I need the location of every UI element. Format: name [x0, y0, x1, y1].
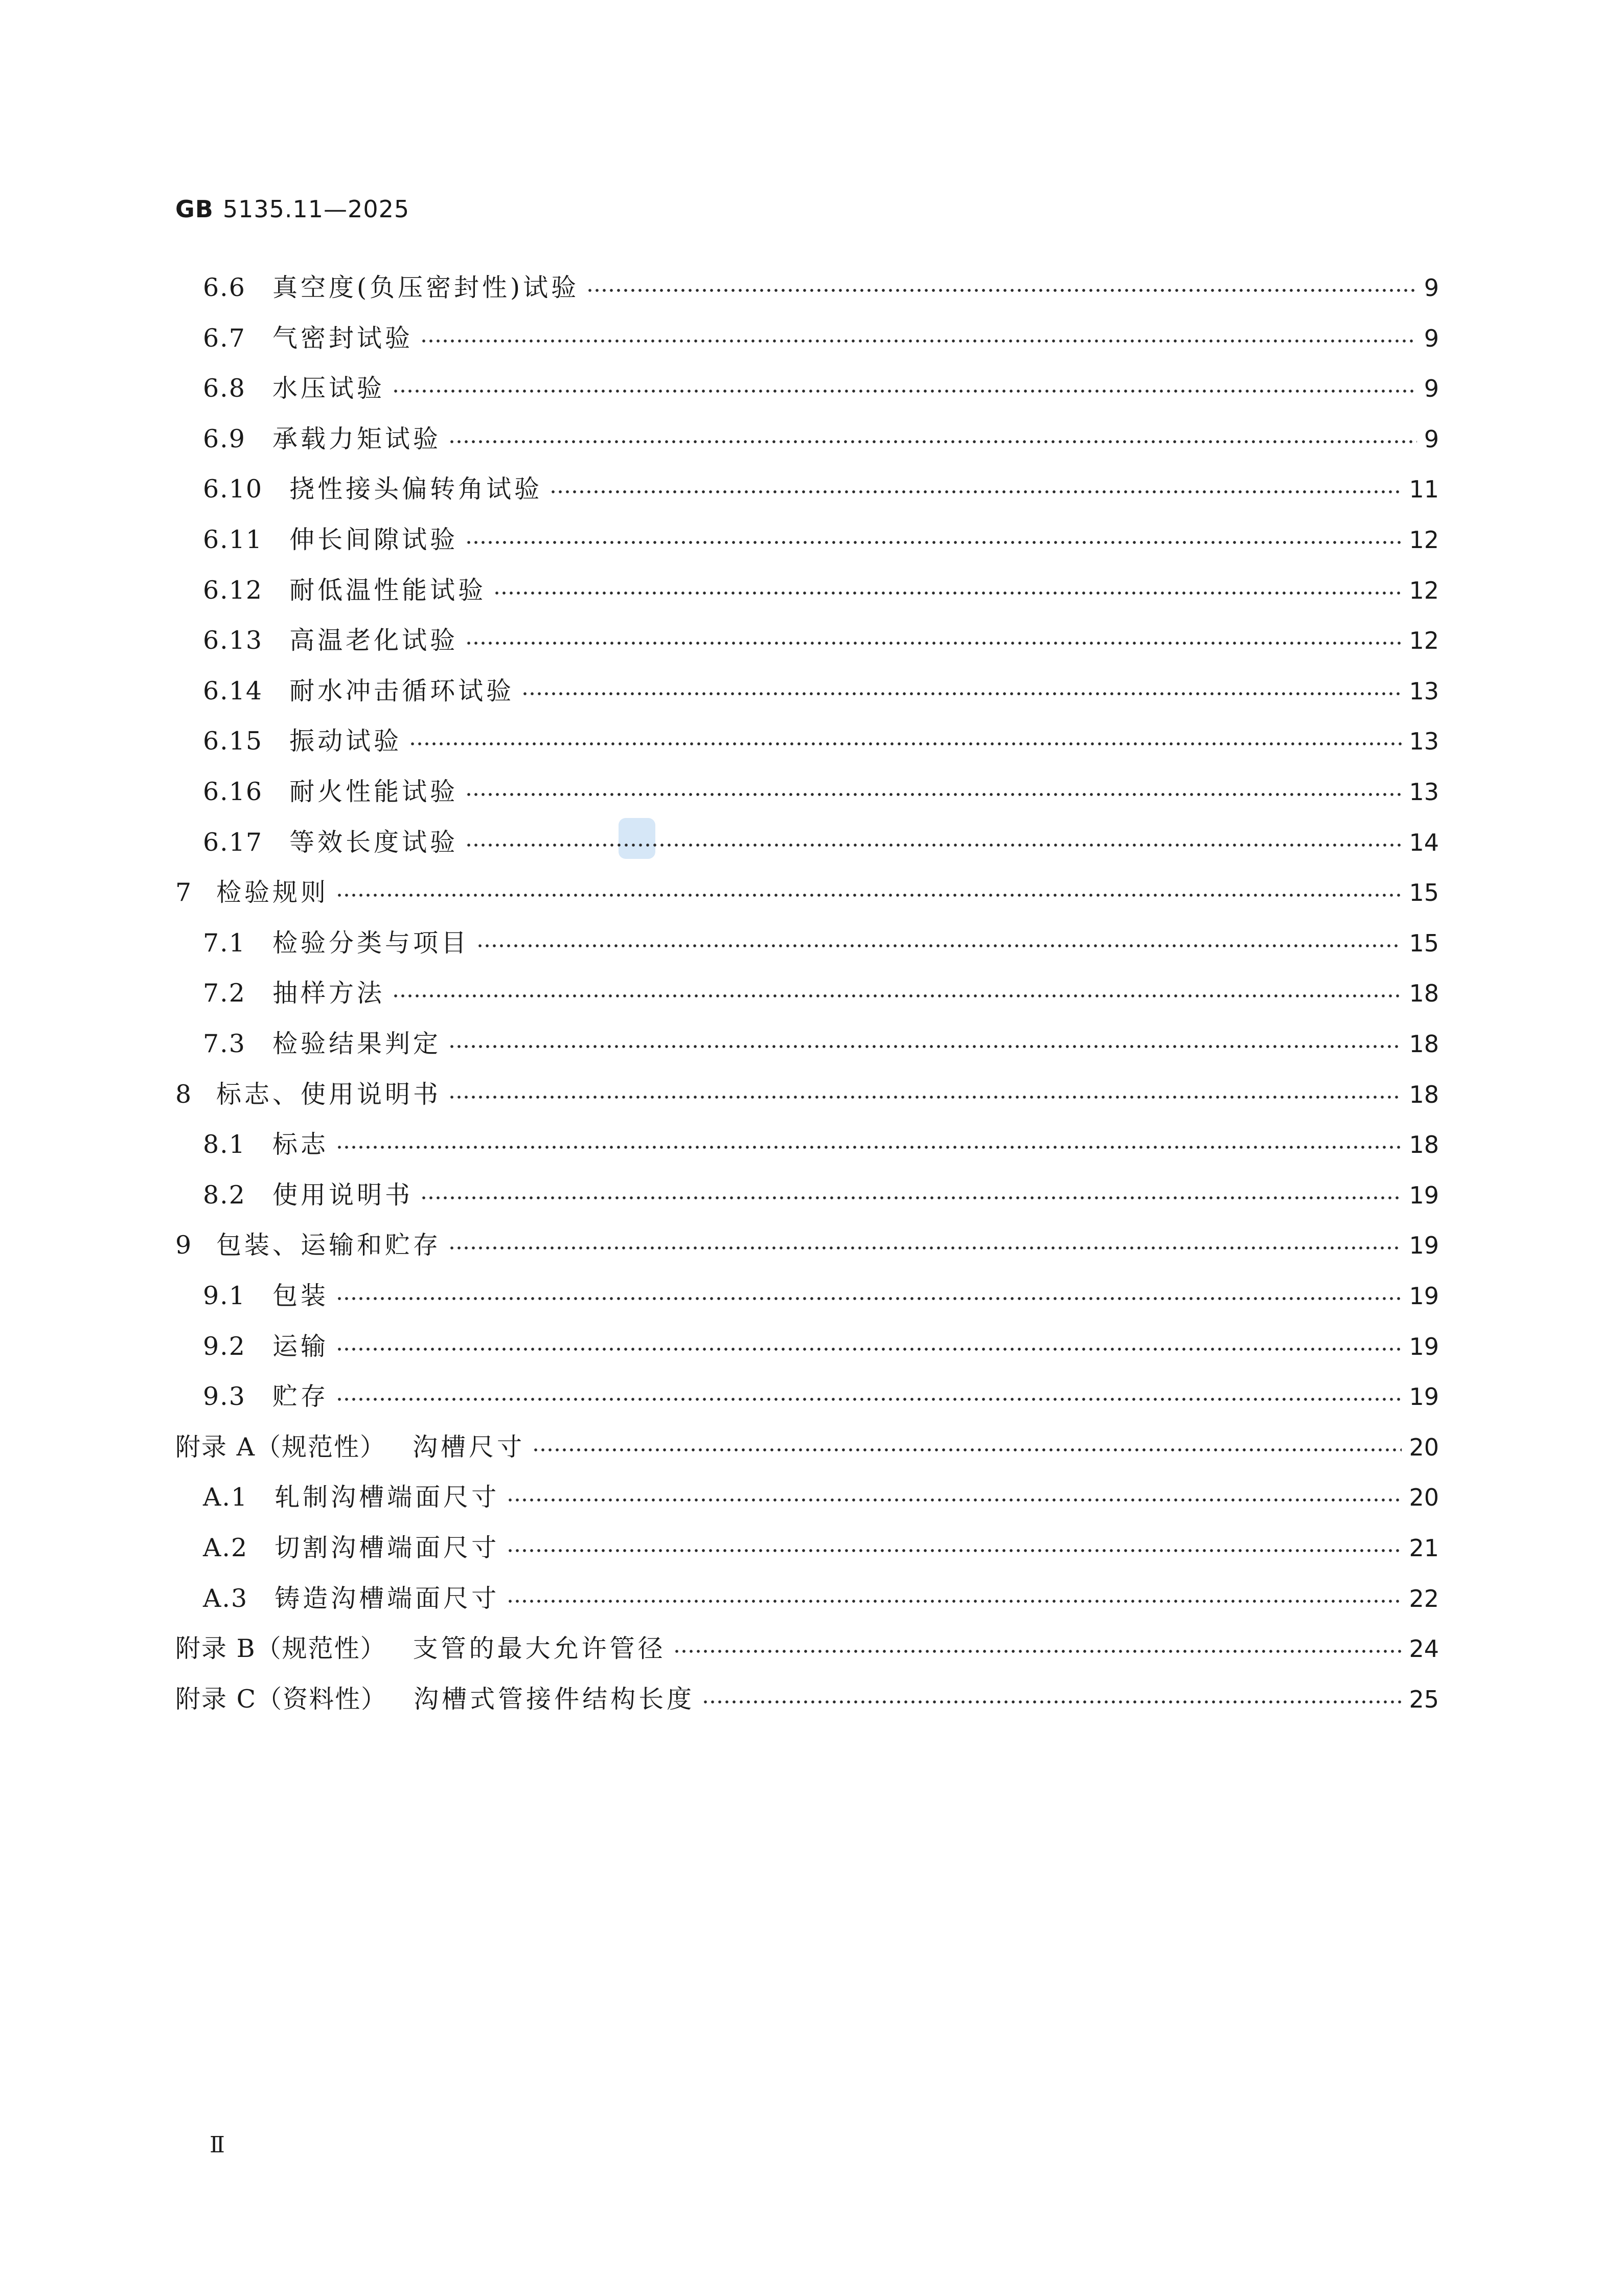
toc-entry-title: 伸长间隙试验 [289, 525, 459, 554]
toc-leader-dots [448, 1096, 1402, 1099]
toc-entry-number: 6.17 [203, 827, 263, 857]
toc-leader-dots [409, 742, 1402, 745]
toc-entry-page: 24 [1409, 1635, 1439, 1663]
toc-entry[interactable] [203, 522, 1439, 558]
toc-leader-dots [336, 1146, 1402, 1149]
toc-leader-dots [465, 793, 1402, 796]
toc-entry-page: 13 [1409, 728, 1439, 756]
toc-entry-page: 15 [1409, 929, 1439, 957]
toc-entry-number: 6.15 [203, 726, 263, 756]
toc-entry-number: 6.12 [203, 575, 263, 605]
toc-entry-page: 9 [1424, 274, 1439, 302]
toc-entry-title: 抽样方法 [272, 979, 385, 1008]
toc-leader-dots [336, 1297, 1402, 1300]
toc-entry-title: 高温老化试验 [289, 626, 459, 655]
toc-entry-page: 12 [1409, 627, 1439, 655]
toc-entry-number: 附录 A（规范性） [175, 1432, 386, 1462]
toc-entry[interactable] [175, 1077, 1439, 1112]
toc-leader-dots [448, 1246, 1402, 1249]
toc-entry-number: A.3 [203, 1583, 248, 1613]
toc-entry[interactable] [203, 825, 1439, 860]
toc-entry[interactable] [203, 623, 1439, 658]
toc-entry-number: 6.11 [203, 525, 263, 554]
toc-entry-number: 附录 C（资料性） [175, 1684, 387, 1714]
toc-entry-page: 9 [1424, 425, 1439, 453]
toc-entry-title: 包装、运输和贮存 [216, 1231, 442, 1260]
toc-entry-title: 挠性接头偏转角试验 [289, 474, 543, 504]
toc-entry-title: 承载力矩试验 [272, 424, 441, 453]
toc-entry-number: 9.1 [203, 1281, 246, 1310]
toc-entry[interactable] [203, 1278, 1439, 1314]
toc-leader-dots [507, 1600, 1402, 1603]
toc-entry-page: 14 [1409, 828, 1439, 856]
toc-entry-title: 耐水冲击循环试验 [289, 676, 515, 706]
toc-entry-title: 沟槽尺寸 [412, 1432, 525, 1462]
toc-entry-number: 7 [175, 878, 193, 907]
toc-entry-page: 18 [1409, 1030, 1439, 1058]
toc-entry-page: 13 [1409, 778, 1439, 806]
toc-entry-number: 7.3 [203, 1029, 246, 1058]
toc-entry-page: 18 [1409, 980, 1439, 1008]
toc-leader-dots [336, 1398, 1402, 1401]
toc-entry[interactable] [203, 1530, 1439, 1566]
toc-entry-page: 12 [1409, 526, 1439, 554]
toc-entry-title: 包装 [272, 1281, 329, 1310]
toc-entry[interactable] [203, 925, 1439, 961]
toc-leader-dots [673, 1650, 1402, 1653]
toc-entry-page: 13 [1409, 677, 1439, 705]
toc-entry-number: 附录 B（规范性） [175, 1634, 386, 1664]
toc-entry-title: 水压试验 [272, 374, 385, 403]
toc-leader-dots [507, 1498, 1402, 1502]
toc-entry-page: 12 [1409, 576, 1439, 604]
toc-entry-number: 6.14 [203, 676, 263, 706]
toc-entry[interactable] [203, 421, 1439, 457]
toc-entry-title: 铸造沟槽端面尺寸 [275, 1583, 500, 1613]
toc-entry-page: 19 [1409, 1232, 1439, 1260]
toc-entry-page: 18 [1409, 1131, 1439, 1159]
toc-entry-number: 9.2 [203, 1331, 246, 1361]
toc-entry-title: 检验分类与项目 [272, 928, 469, 958]
toc-leader-dots [336, 894, 1402, 897]
toc-entry[interactable] [203, 1480, 1439, 1515]
toc-entry-page: 9 [1424, 324, 1439, 352]
toc-entry-title: 振动试验 [289, 726, 402, 756]
toc-entry-page: 11 [1409, 475, 1439, 504]
toc-leader-dots [465, 642, 1402, 645]
toc-entry-number: 6.13 [203, 626, 263, 655]
toc-leader-dots [586, 289, 1417, 292]
standard-number: 5135.11—2025 [222, 195, 410, 223]
toc-leader-dots [448, 440, 1417, 443]
toc-entry-title: 耐火性能试验 [289, 777, 459, 806]
toc-leader-dots [550, 490, 1402, 493]
toc-entry-title: 运输 [272, 1331, 329, 1361]
toc-leader-dots [420, 1196, 1402, 1199]
toc-entry[interactable] [203, 774, 1439, 810]
toc-entry-number: 9 [175, 1231, 193, 1260]
toc-entry-title: 轧制沟槽端面尺寸 [275, 1483, 500, 1512]
toc-entry-page: 19 [1409, 1332, 1439, 1360]
toc-entry-page: 15 [1409, 879, 1439, 907]
standard-prefix: GB [175, 195, 214, 223]
toc-leader-dots [476, 944, 1402, 947]
toc-leader-dots [448, 1045, 1402, 1048]
page-number: Ⅱ [210, 2132, 225, 2158]
toc-entry-page: 9 [1424, 375, 1439, 403]
toc-entry-number: 6.7 [203, 323, 246, 353]
toc-entry[interactable] [175, 875, 1439, 911]
toc-entry[interactable] [203, 673, 1439, 709]
toc-entry-number: 9.3 [203, 1382, 246, 1412]
toc-entry[interactable] [203, 321, 1439, 356]
toc-entry[interactable] [203, 1127, 1439, 1163]
toc-entry-title: 支管的最大允许管径 [413, 1634, 666, 1664]
toc-entry-title: 气密封试验 [272, 323, 413, 353]
toc-entry-title: 标志、使用说明书 [216, 1079, 442, 1109]
toc-leader-dots [392, 994, 1402, 997]
toc-entry-page: 20 [1409, 1433, 1439, 1461]
toc-entry[interactable] [203, 723, 1439, 759]
toc-entry[interactable] [203, 1379, 1439, 1415]
toc-entry-page: 22 [1409, 1584, 1439, 1612]
toc-entry-title: 贮存 [272, 1382, 329, 1412]
toc-entry-page: 18 [1409, 1080, 1439, 1108]
toc-entry-number: A.1 [203, 1483, 248, 1512]
toc-entry[interactable] [203, 573, 1439, 608]
toc-entry-title: 耐低温性能试验 [289, 575, 487, 605]
toc-entry[interactable] [203, 270, 1439, 306]
toc-entry-title: 切割沟槽端面尺寸 [275, 1533, 500, 1562]
toc-entry-title: 检验规则 [216, 878, 329, 907]
toc-entry-title: 等效长度试验 [289, 827, 459, 857]
toc-leader-dots [507, 1549, 1402, 1552]
toc-leader-dots [392, 390, 1417, 393]
toc-leader-dots [465, 541, 1402, 544]
toc-entry-page: 20 [1409, 1484, 1439, 1512]
toc-entry-page: 19 [1409, 1181, 1439, 1209]
toc-entry-number: 6.10 [203, 474, 263, 504]
toc-entry[interactable] [203, 1581, 1439, 1617]
toc-entry-page: 25 [1409, 1685, 1439, 1713]
toc-leader-dots [420, 339, 1417, 343]
toc-entry-number: 8.1 [203, 1130, 246, 1160]
toc-entry-number: 7.2 [203, 979, 246, 1008]
toc-entry-number: 7.1 [203, 928, 246, 958]
toc-entry-number: 6.16 [203, 777, 263, 806]
toc-entry[interactable] [175, 1429, 1439, 1465]
toc-entry[interactable] [175, 1631, 1439, 1667]
toc-entry[interactable] [203, 471, 1439, 507]
toc-entry-page: 19 [1409, 1282, 1439, 1310]
toc-entry[interactable] [203, 1329, 1439, 1365]
toc-entry-title: 使用说明书 [272, 1180, 413, 1210]
toc-entry-title: 真空度(负压密封性)试验 [272, 273, 580, 302]
toc-entry-number: 6.8 [203, 374, 246, 403]
toc-entry[interactable] [203, 371, 1439, 406]
toc-leader-dots [532, 1448, 1402, 1451]
toc-entry[interactable] [203, 975, 1439, 1011]
toc-entry-number: 6.6 [203, 273, 246, 302]
toc-entry-number: 8.2 [203, 1180, 246, 1210]
toc-leader-dots [336, 1348, 1402, 1351]
toc-leader-dots [493, 592, 1402, 595]
toc-entry-number: 8 [175, 1079, 193, 1109]
toc-entry-title: 检验结果判定 [272, 1029, 441, 1058]
toc-leader-dots [465, 844, 1402, 847]
toc-entry-number: A.2 [203, 1533, 248, 1562]
toc-entry[interactable] [175, 1681, 1439, 1717]
toc-entry-title: 标志 [272, 1130, 329, 1160]
toc-entry-page: 21 [1409, 1534, 1439, 1562]
toc-entry-number: 6.9 [203, 424, 246, 453]
toc-leader-dots [702, 1700, 1402, 1703]
toc-entry-page: 19 [1409, 1383, 1439, 1411]
toc-leader-dots [521, 692, 1402, 695]
toc-entry-title: 沟槽式管接件结构长度 [414, 1684, 695, 1714]
toc-entry[interactable] [203, 1177, 1439, 1213]
toc-entry[interactable] [203, 1026, 1439, 1062]
toc-entry[interactable] [175, 1227, 1439, 1263]
